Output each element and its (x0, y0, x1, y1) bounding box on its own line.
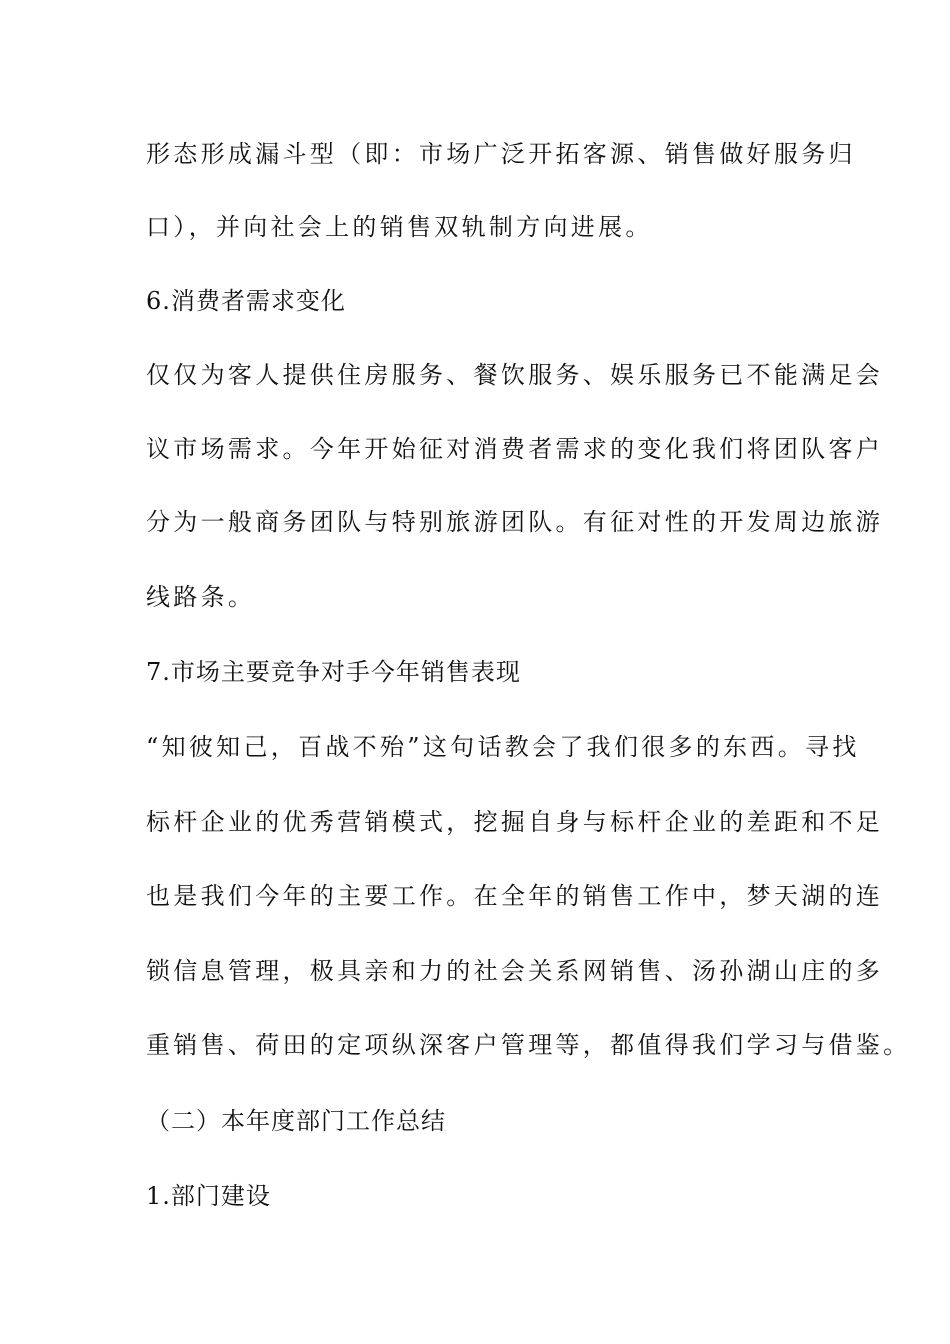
section-heading-2: （二）本年度部门工作总结 (146, 1107, 446, 1135)
paragraph-line: “知彼知己，百战不殆”这句话教会了我们很多的东西。寻找 (146, 733, 860, 761)
paragraph-line: 形态形成漏斗型（即：市场广泛开拓客源、销售做好服务归 (146, 140, 856, 168)
paragraph-line: 口），并向社会上的销售双轨制方向进展。 (146, 213, 653, 241)
paragraph-line: 锁信息管理，极具亲和力的社会关系网销售、汤孙湖山庄的多 (146, 957, 884, 985)
section-heading-7: 7.市场主要竞争对手今年销售表现 (146, 658, 521, 686)
paragraph-line: 重销售、荷田的定项纵深客户管理等，都值得我们学习与借鉴。 (146, 1031, 911, 1059)
paragraph-line: 议市场需求。今年开始征对消费者需求的变化我们将团队客户 (146, 435, 884, 463)
paragraph-line: 标杆企业的优秀营销模式，挖掘自身与标杆企业的差距和不足 (146, 808, 884, 836)
section-heading-6: 6.消费者需求变化 (146, 287, 346, 315)
section-heading-1: 1.部门建设 (146, 1182, 271, 1210)
paragraph-line: 线路条。 (146, 583, 256, 611)
paragraph-line: 仅仅为客人提供住房服务、餐饮服务、娱乐服务已不能满足会 (146, 361, 884, 389)
paragraph-line: 分为一般商务团队与特别旅游团队。有征对性的开发周边旅游 (146, 508, 884, 536)
paragraph-line: 也是我们今年的主要工作。在全年的销售工作中，梦天湖的连 (146, 882, 884, 910)
